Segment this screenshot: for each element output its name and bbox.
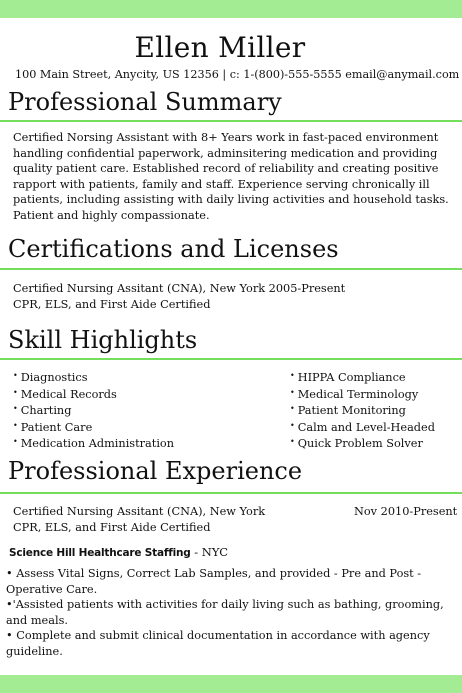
- skill-item: • Charting: [13, 404, 72, 418]
- certifications-heading: Certifications and Licenses: [8, 235, 339, 263]
- skills-left-column: [13, 370, 174, 453]
- skills-heading: Skill Highlights: [8, 326, 198, 354]
- certification-line: Certified Nursing Assitant (CNA), New York 2005-Present: [13, 282, 346, 295]
- summary-line: Patient and highly compassionate.: [13, 208, 210, 222]
- summary-line: quality patient care. Established record of reliability and creating positive: [13, 162, 439, 176]
- top-accent-band: [0, 0, 462, 18]
- summary-line: patients, including assisting with daily living activities and household tasks.: [13, 193, 449, 207]
- employer: [9, 545, 228, 561]
- summary-heading: Professional Summary: [8, 88, 282, 116]
- skill-item: • Quick Problem Solver: [290, 437, 423, 451]
- company-name: Science Hill Healthcare Staffing: [9, 547, 191, 559]
- experience-heading: Professional Experience: [8, 457, 303, 485]
- company-location: - NYC: [190, 545, 229, 559]
- duties-list: [6, 566, 456, 660]
- duty-line: Operative Care.: [6, 582, 98, 596]
- summary-divider: [0, 120, 462, 122]
- skill-item: • HIPPA Compliance: [290, 371, 406, 384]
- skills-divider: [0, 358, 462, 360]
- candidate-name: Ellen Miller: [134, 31, 306, 64]
- skill-item: • Patient Monitoring: [290, 404, 406, 418]
- summary-line: handling confidential paperwork, adminsitering medication and providing: [13, 146, 438, 160]
- skill-item: • Diagnostics: [13, 371, 88, 384]
- duty-line: • Complete and submit clinical documentation in accordance with agency: [6, 629, 430, 643]
- contact-info: 100 Main Street, Anycity, US 12356 | c: 1-(800)-555-5555 email@anymail.com: [15, 68, 460, 81]
- certification-line: CPR, ELS, and First Aide Certified: [13, 297, 211, 311]
- certifications-divider: [0, 268, 462, 270]
- skill-item: • Calm and Level-Headed: [290, 420, 435, 434]
- position-title: Certified Nursing Assitant (CNA), New York: [13, 505, 266, 518]
- experience-divider: [0, 492, 462, 494]
- duty-line: and meals.: [6, 613, 68, 627]
- summary-text: [13, 130, 453, 224]
- employment-dates: Nov 2010-Present: [354, 505, 458, 518]
- duty-line: •'Assisted patients with activities for daily living such as bathing, grooming,: [6, 598, 444, 612]
- summary-line: Certified Norsing Assistant with 8+ Years work in fast-paced environment: [13, 131, 439, 144]
- skill-item: • Medical Terminology: [290, 387, 419, 401]
- skill-item: • Medical Records: [13, 387, 117, 401]
- position-subtitle: CPR, ELS, and First Aide Certified: [13, 520, 211, 534]
- summary-line: rapport with patients, family and staff. Experience serving chronically ill: [13, 177, 430, 191]
- skills-right-column: [290, 370, 435, 453]
- duty-line: • Assess Vital Signs, Correct Lab Samples, and provided - Pre and Post -: [6, 567, 422, 580]
- duty-line: guideline.: [6, 644, 63, 658]
- skill-item: • Patient Care: [13, 420, 93, 434]
- certifications-text: [13, 281, 453, 312]
- skill-item: • Medication Administration: [13, 437, 175, 451]
- bottom-accent-band: [0, 675, 462, 693]
